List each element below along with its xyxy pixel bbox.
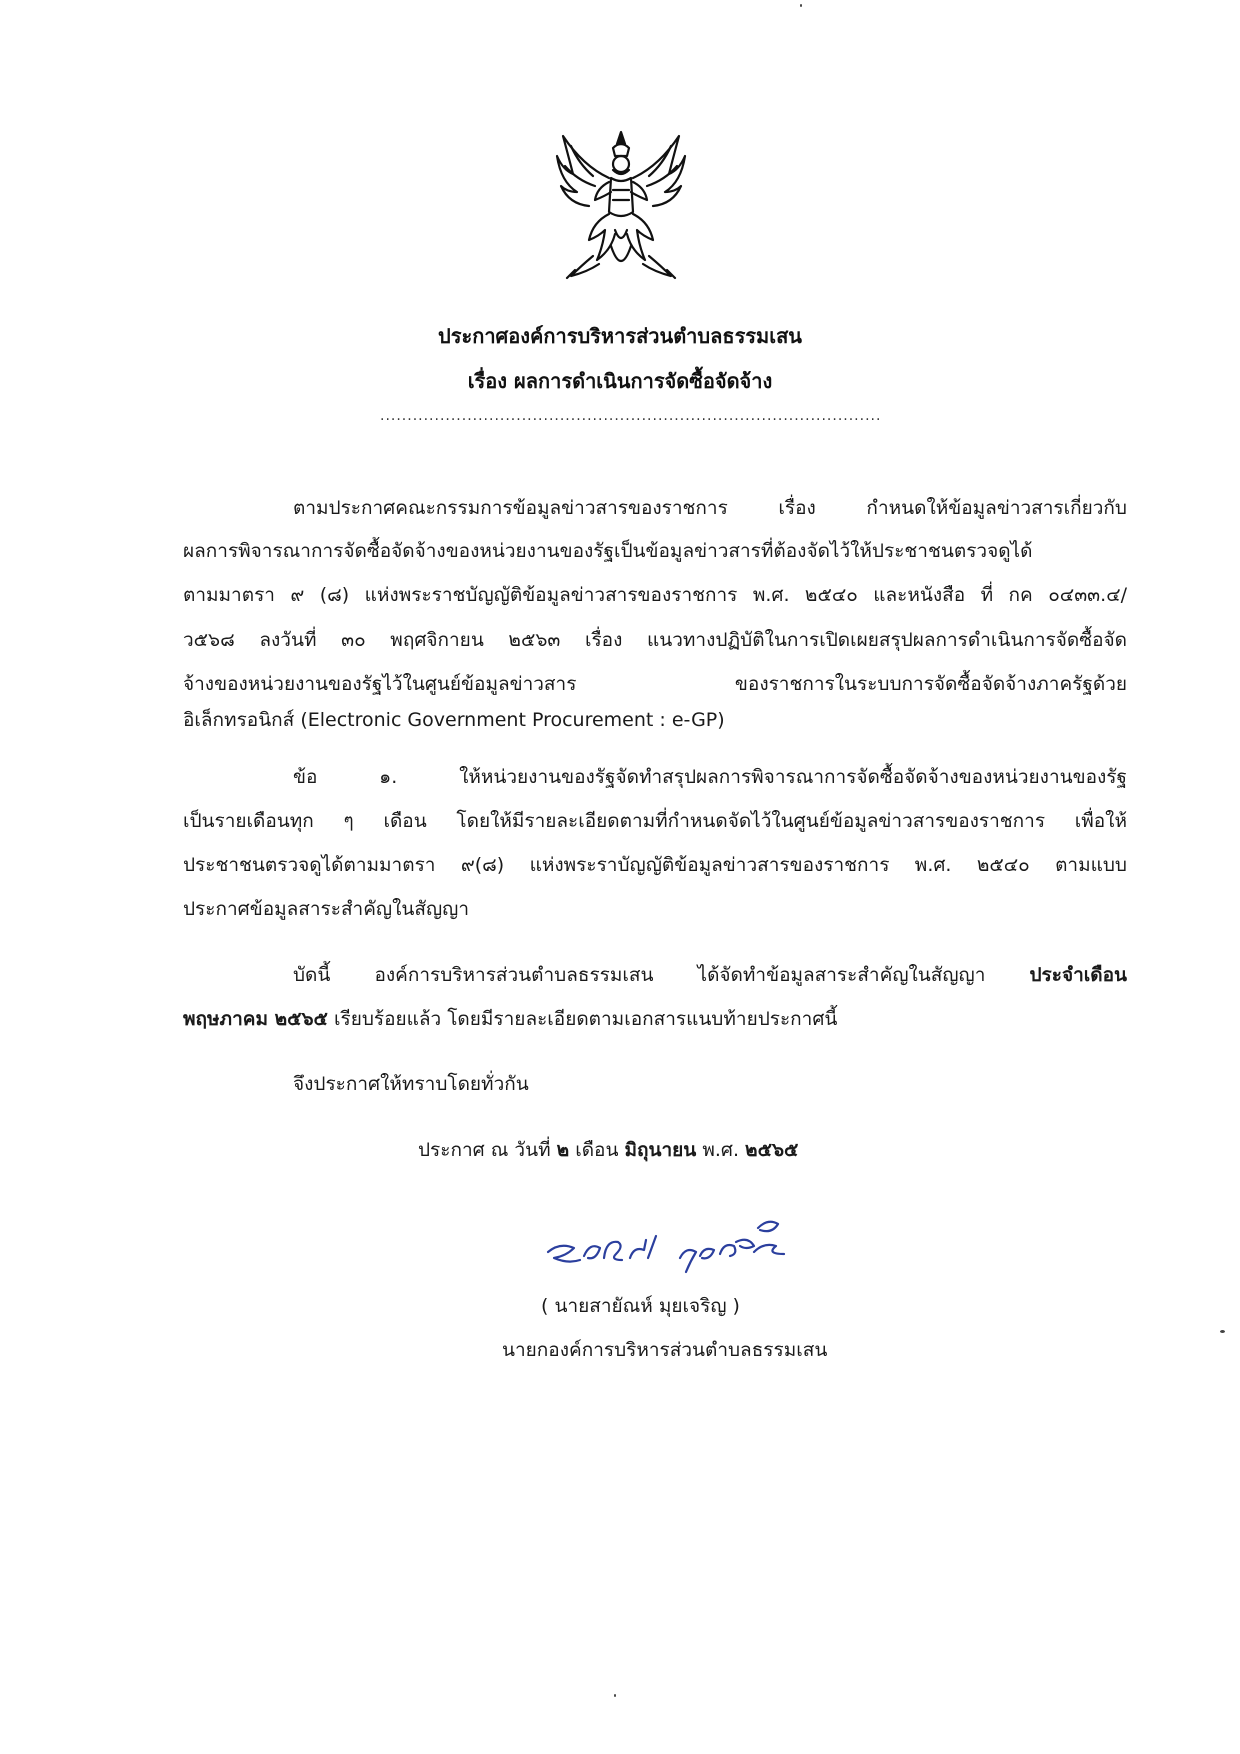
paragraph-2-line-4: ประกาศข้อมูลสาระสำคัญในสัญญา	[183, 898, 470, 920]
scan-speck	[800, 4, 802, 7]
date-year: ๒๕๖๕	[745, 1139, 799, 1161]
date-year-label: พ.ศ.	[696, 1139, 746, 1161]
paragraph-1-line-6: อิเล็กทรอนิกส์ (Electronic Government Procurement : e-GP)	[183, 709, 725, 731]
announcement-title: ประกาศองค์การบริหารส่วนตำบลธรรมเสน	[438, 324, 802, 348]
scan-speck	[614, 1694, 616, 1697]
paragraph-3-line-1	[293, 962, 1127, 988]
paragraph-3-text: บัดนี้ องค์การบริหารส่วนตำบลธรรมเสน ได้จัดทำข้อมูลสาระสำคัญในสัญญา	[293, 964, 1030, 986]
date-day: ๒	[556, 1139, 570, 1161]
paragraph-2-line-3: ประชาชนตรวจดูได้ตามมาตรา ๙(๘) แห่งพระราบัญญัติข้อมูลข่าวสารของราชการ พ.ศ. ๒๕๔๐ ตามแบบ	[183, 854, 1127, 876]
closing-sentence: จึงประกาศให้ทราบโดยทั่วกัน	[293, 1073, 529, 1095]
paragraph-1-line-3: ตามมาตรา ๙ (๘) แห่งพระราชบัญญัติข้อมูลข่าวสารของราชการ พ.ศ. ๒๕๔๐ และหนังสือ ที่ กค ๐๔๓๓.๔/	[183, 584, 1127, 606]
announcement-subject: เรื่อง ผลการดำเนินการจัดซื้อจัดจ้าง	[467, 369, 773, 393]
paragraph-1-line-2: ผลการพิจารณาการจัดซื้อจัดจ้างของหน่วยงานของรัฐเป็นข้อมูลข่าวสารที่ต้องจัดไว้ให้ประชาชนตรวจดูได้	[183, 540, 1033, 562]
announcement-date	[418, 1137, 798, 1163]
paragraph-1-line-4: ว๕๖๘ ลงวันที่ ๓๐ พฤศจิกายน ๒๕๖๓ เรื่อง แนวทางปฏิบัติในการเปิดเผยสรุปผลการดำเนินการจัดซื้อจัด	[183, 629, 1127, 651]
paragraph-1-line-1: ตามประกาศคณะกรรมการข้อมูลข่าวสารของราชการ เรื่อง กำหนดให้ข้อมูลข่าวสารเกี่ยวกับ	[293, 497, 1127, 519]
scan-speck	[1220, 1330, 1225, 1333]
date-month: มิถุนายน	[624, 1139, 697, 1161]
paragraph-3-month-label: ประจำเดือน	[1029, 964, 1127, 986]
paragraph-1-line-5: จ้างของหน่วยงานของรัฐไว้ในศูนย์ข้อมูลข่าวสาร ของราชการในระบบการจัดซื้อจัดจ้างภาครัฐด้วย	[183, 673, 1127, 695]
signatory-name: ( นายสายัณห์ มุยเจริญ )	[541, 1295, 740, 1317]
paragraph-3-text-end: เรียบร้อยแล้ว โดยมีรายละเอียดตามเอกสารแนบท้ายประกาศนี้	[327, 1008, 838, 1030]
date-month-label: เดือน	[569, 1139, 625, 1161]
paragraph-2-line-1: ข้อ ๑. ให้หน่วยงานของรัฐจัดทำสรุปผลการพิจารณาการจัดซื้อจัดจ้างของหน่วยงานของรัฐ	[293, 766, 1127, 788]
garuda-emblem-icon	[553, 126, 689, 282]
paragraph-2-line-2: เป็นรายเดือนทุก ๆ เดือน โดยให้มีรายละเอียดตามที่กำหนดจัดไว้ในศูนย์ข้อมูลข่าวสารของราชการ เพื่อให้	[183, 810, 1127, 832]
paragraph-3-line-2	[183, 1006, 1127, 1032]
signatory-position: นายกองค์การบริหารส่วนตำบลธรรมเสน	[502, 1339, 828, 1361]
dotted-separator: ............................................................................................	[380, 408, 882, 424]
date-prefix: ประกาศ ณ วันที่	[418, 1139, 557, 1161]
handwritten-signature-icon	[540, 1212, 810, 1282]
paragraph-3-month-value: พฤษภาคม ๒๕๖๕	[183, 1008, 328, 1030]
